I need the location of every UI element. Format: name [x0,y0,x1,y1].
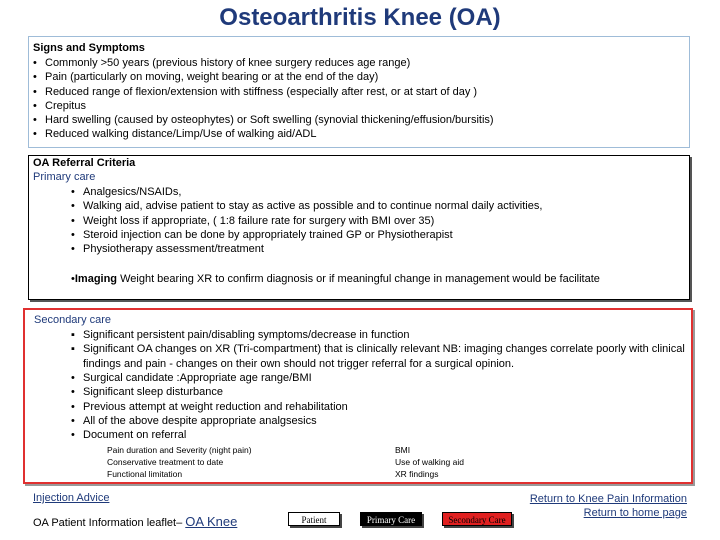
secondary-care-panel [23,308,693,484]
list-item: • Reduced walking distance/Limp/Use of walking aid/ADL [31,127,494,141]
list-item: • Commonly >50 years (previous history of knee surgery reduces age range) [31,56,494,70]
secondary-care-label: Secondary care [34,314,112,326]
referral-heading: OA Referral Criteria [33,157,136,169]
list-item: • Steroid injection can be done by appropriately trained GP or Physiotherapist [69,228,542,242]
secondary-care-button[interactable]: Secondary Care [442,512,512,526]
primary-care-list [69,185,542,256]
signs-list [31,56,494,142]
injection-advice-link[interactable]: Injection Advice [33,492,110,504]
list-item: Use of walking aid [395,457,464,467]
secondary-square-list [69,328,689,371]
list-item: • Crepitus [31,99,494,113]
page-title: Osteoarthritis Knee (OA) [219,4,501,31]
list-item: • Pain (particularly on moving, weight bearing or at the end of the day) [31,70,494,84]
imaging-bullet: • [71,273,75,285]
return-home-link[interactable]: Return to home page [583,507,687,519]
list-item: • Walking aid, advise patient to stay as active as possible and to continue normal daily activities, [69,199,542,213]
signs-symptoms-panel [28,36,690,148]
referral-criteria-panel [28,155,690,300]
list-item: Pain duration and Severity (night pain) [107,445,252,455]
list-item: XR findings [395,469,439,479]
list-item: ▪ Significant persistent pain/disabling symptoms/decrease in function [69,328,689,342]
leaflet-line [33,514,237,529]
list-item: ▪ Significant OA changes on XR (Tri-compartment) that is clinically relevant NB: imaging changes correlate poorly with clinical findings and pain - changes on their own should not trigger referral for a surgical opinion. [69,342,689,371]
imaging-label: Imaging [74,273,118,285]
list-item: • Surgical candidate :Appropriate age range/BMI [69,371,348,385]
list-item: • Document on referral [69,428,348,442]
imaging-line [71,273,600,285]
list-item: BMI [395,445,411,455]
document-left-column [107,444,252,480]
oa-knee-link[interactable]: OA Knee [185,514,238,529]
primary-care-button[interactable]: Primary Care [360,512,422,526]
signs-heading: Signs and Symptoms [33,42,145,54]
imaging-text: Weight bearing XR to confirm diagnosis or if meaningful change in management would be facilitate [117,273,600,285]
document-right-column [395,444,464,480]
secondary-list [69,371,348,442]
list-item: • All of the above despite appropriate analgsesics [69,414,348,428]
list-item: • Significant sleep disturbance [69,385,348,399]
list-item: • Analgesics/NSAIDs, [69,185,542,199]
list-item: • Previous attempt at weight reduction and rehabilitation [69,400,348,414]
list-item: • Reduced range of flexion/extension with stiffness (especially after rest, or at start of day ) [31,85,494,99]
list-item: • Weight loss if appropriate, ( 1:8 failure rate for surgery with BMI over 35) [69,214,542,228]
leaflet-prefix: OA Patient Information leaflet– [33,517,186,529]
primary-care-label: Primary care [33,171,96,183]
return-knee-pain-link[interactable]: Return to Knee Pain Information [529,493,687,505]
list-item: Functional limitation [107,469,183,479]
patient-button[interactable]: Patient [288,512,340,526]
list-item: Conservative treatment to date [107,457,224,467]
list-item: • Physiotherapy assessment/treatment [69,242,542,256]
list-item: • Hard swelling (caused by osteophytes) or Soft swelling (synovial thickening/effusion/bursitis) [31,113,494,127]
